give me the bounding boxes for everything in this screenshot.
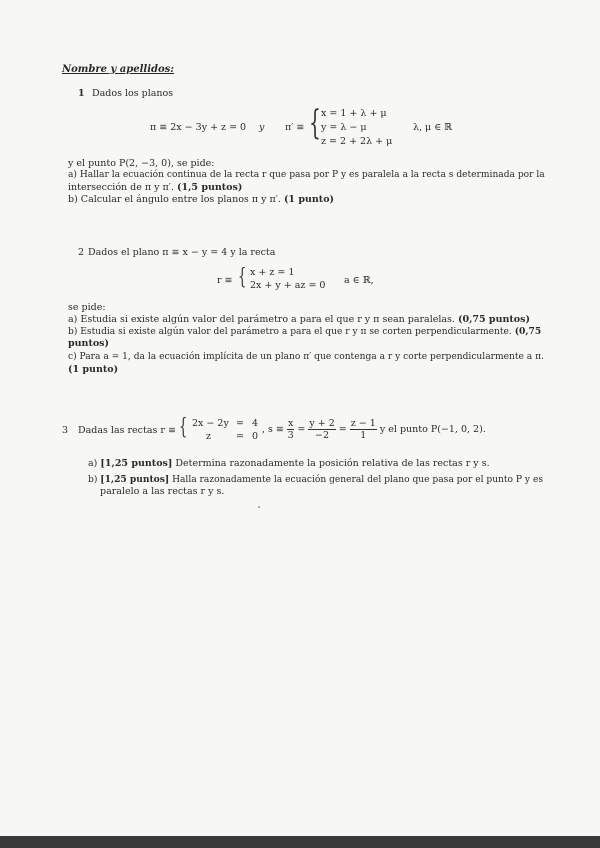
q2-r-row-2: 2x + y + az = 0 (250, 280, 326, 291)
q3-a-label: a) (88, 458, 98, 469)
q3-s-frac-3 (350, 418, 377, 441)
q1-b-line (68, 194, 334, 205)
q3-b-line2: paralelo a las rectas r y s. (100, 486, 225, 497)
q1-brace: { (309, 103, 321, 143)
q2-a-line (68, 314, 530, 325)
q2-param: a ∈ ℝ, (344, 275, 374, 286)
q3-b-line (88, 474, 543, 485)
q1-number: 1 (78, 88, 85, 99)
scan-speck (258, 506, 260, 508)
q2-number: 2 (78, 247, 85, 258)
q3-a-line (88, 458, 490, 469)
q3-r-row-1-rhs: 4 (252, 418, 259, 429)
q1-a-line2 (68, 182, 242, 193)
q2-r-label: r ≡ (217, 275, 233, 286)
q3-r-row-2-eq: = (236, 431, 244, 442)
q2-b-line1 (68, 326, 541, 337)
q3-r-row-1-lhs: 2x − 2y (192, 418, 229, 429)
q3-a-points: [1,25 puntos] (100, 458, 173, 469)
q2-b-text: b) Estudia si existe algún valor del parámetro a para el que r y π se corten perpendicularmente. (68, 327, 512, 337)
q1-pi2-row-3: z = 2 + 2λ + μ (321, 136, 393, 147)
q3-s-label: , s ≡ (262, 424, 284, 435)
q3-b-text: Halla razonadamente la ecuación general del plano que pasa por el punto P y es (172, 475, 544, 485)
q2-c-line: c) Para a = 1, da la ecuación implícita de un plano π′ que contenga a r y corte perpendicularmente a π. (68, 352, 544, 362)
q1-b-points: (1 punto) (283, 194, 335, 205)
q3-b-label: b) (88, 475, 98, 485)
q3-a-text: Determina razonadamente la posición relativa de las rectas r y s. (175, 458, 490, 469)
q3-point: y el punto P(−1, 0, 2). (379, 424, 486, 435)
q3-s-frac-1 (287, 418, 294, 441)
scan-bottom-edge (0, 836, 600, 848)
q2-b-points-2: puntos) (68, 338, 110, 349)
name-label: Nombre y apellidos: (62, 64, 175, 75)
q2-c-points: (1 punto) (68, 364, 119, 375)
q3-number: 3 (62, 425, 69, 436)
q2-ask: se pide: (68, 302, 106, 313)
q2-a-points: (0,75 puntos) (457, 314, 530, 325)
q3-s-frac-3-den: 1 (360, 430, 367, 441)
q2-b-points-1: (0,75 (514, 326, 542, 337)
q3-s-frac-1-num: x (287, 418, 294, 429)
q3-s-frac-2-num: y + 2 (309, 418, 335, 429)
q3-s-eq-1: = (297, 424, 306, 435)
q3-r-row-2-rhs: 0 (252, 431, 259, 442)
q3-s-equation (262, 418, 486, 441)
q2-r-row-1: x + z = 1 (250, 267, 295, 278)
q3-s-frac-2-den: −2 (315, 430, 330, 441)
q1-a-points: (1,5 puntos) (177, 182, 243, 193)
q3-brace: { (179, 415, 188, 440)
q1-point: y el punto P(2, −3, 0), se pide: (68, 158, 215, 169)
q3-s-frac-2 (308, 418, 335, 441)
q1-a-text: intersección de π y π′. (68, 182, 174, 193)
q3-r-row-1-eq: = (236, 418, 244, 429)
q1-b-text: b) Calcular el ángulo entre los planos π y π′. (68, 194, 281, 205)
q3-s-frac-1-den: 3 (287, 430, 294, 441)
q1-plane-pi: π ≡ 2x − 3y + z = 0 (150, 122, 247, 133)
q1-intro: Dados los planos (92, 88, 174, 99)
q2-brace: { (238, 265, 247, 290)
q2-intro: Dados el plano π ≡ x − y = 4 y la recta (88, 247, 276, 258)
q3-s-frac-3-num: z − 1 (350, 418, 376, 429)
q3-r-row-2-lhs: z (206, 431, 212, 442)
q1-pi2-row-1: x = 1 + λ + μ (321, 108, 387, 119)
q1-plane-pi2-label: π′ ≡ (285, 122, 305, 133)
q3-s-eq-2: = (338, 424, 347, 435)
q3-b-points: [1,25 puntos] (100, 474, 170, 485)
q3-intro: Dadas las rectas r ≡ (78, 425, 176, 436)
q1-pi2-row-2: y = λ − μ (321, 122, 367, 133)
q1-params: λ, μ ∈ ℝ (413, 122, 453, 133)
q2-a-text: a) Estudia si existe algún valor del parámetro a para el que r y π sean paralelas. (68, 314, 455, 325)
q1-and: y (259, 122, 265, 133)
q1-a-line1: a) Hallar la ecuación continua de la recta r que pasa por P y es paralela a la recta s determinada por la (68, 170, 545, 180)
